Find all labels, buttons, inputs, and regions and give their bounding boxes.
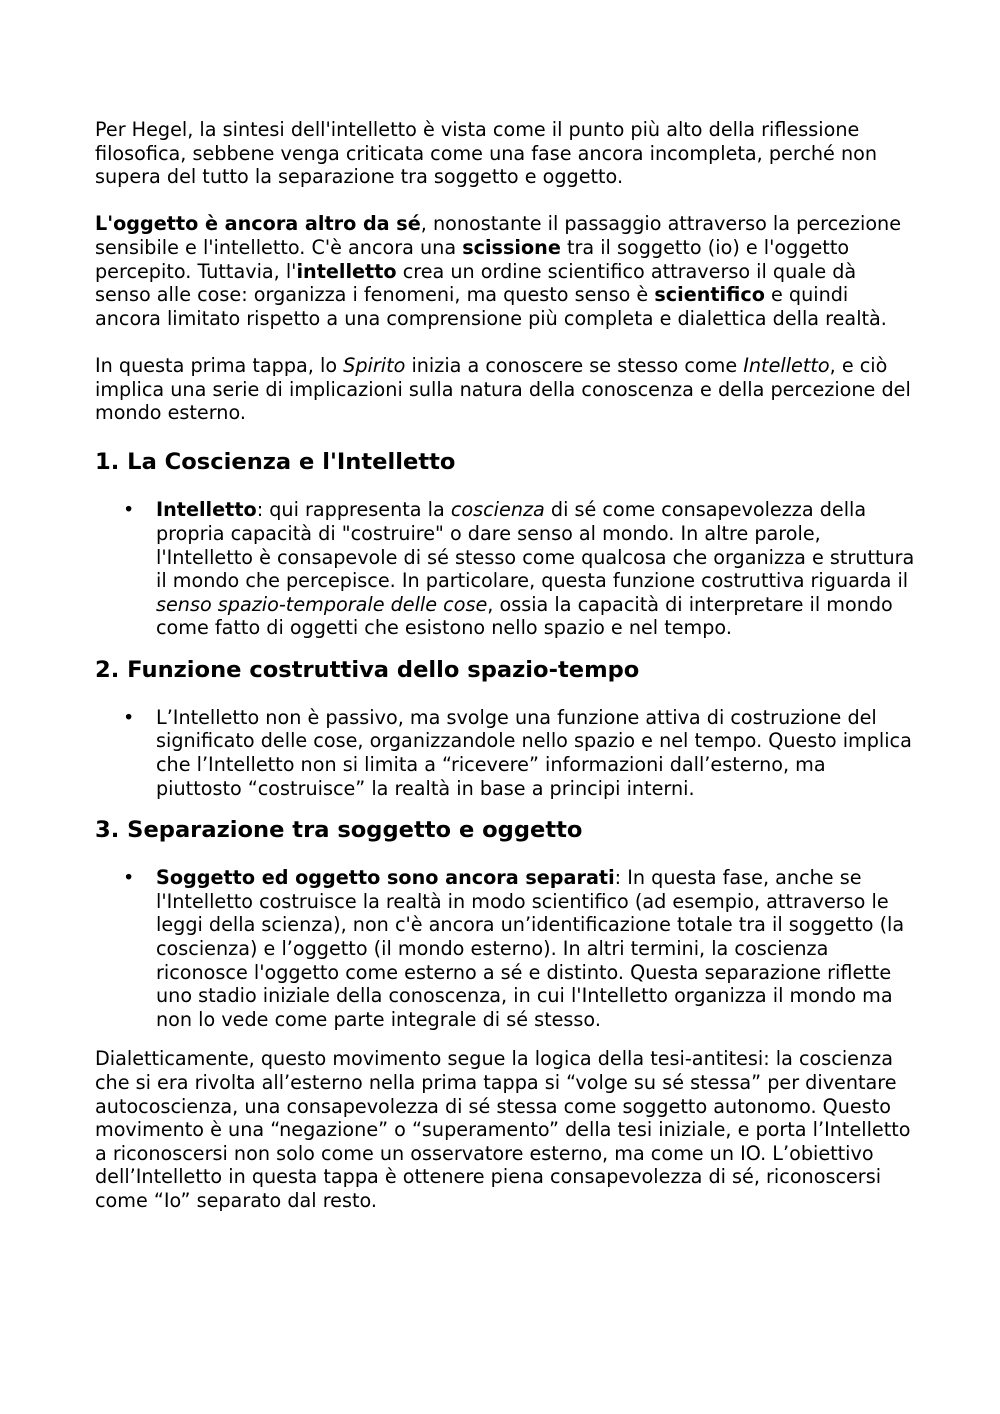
bullet-icon: • [123,498,135,522]
list-item: • Soggetto ed oggetto sono ancora separati: In questa fase, anche se l'Intelletto costruisce la realtà in modo scientifico (ad esempio, attraverso le leggi della scienza), non c'è ancora un’identificazione totale tra il soggetto (la coscienza) e l’oggetto (il mondo esterno). In altri termini, la coscienza riconosce l'oggetto come esterno a sé e distinto. Questa separazione riflette uno stadio iniziale della conoscenza, in cui l'Intelletto organizza il mondo ma non lo vede come parte integrale di sé stesso. [123,866,905,1031]
closing-paragraph: Dialetticamente, questo movimento segue la logica della tesi-antitesi: la coscienza che si era rivolta all’esterno nella prima tappa si “volge su sé stessa” per diventare autocoscienza, una consapevolezza di sé stessa come soggetto autonomo. Questo movimento è una “negazione” o “superamento” della tesi iniziale, e porta l’Intelletto a riconoscersi non solo come un osservatore esterno, ma come un IO. L’obiettivo dell’Intelletto in questa tappa è ottenere piena consapevolezza di sé, riconoscersi come “Io” separato dal resto. [95,1047,911,1212]
list-item: • Intelletto: qui rappresenta la coscienza di sé come consapevolezza della propria capacità di "costruire" o dare senso al mondo. In altre parole, l'Intelletto è consapevole di sé stesso come qualcosa che organizza e struttura il mondo che percepisce. In particolare, questa funzione costruttiva riguarda il senso spazio-temporale delle cose, ossia la capacità di interpretare il mondo come fatto di oggetti che esistono nello spazio e nel tempo. [123,498,915,640]
bullet-list-2 [95,706,915,800]
bullet-icon: • [123,705,135,729]
section-heading-1: 1. La Coscienza e l'Intelletto [95,449,456,476]
document-body [95,118,915,1236]
bullet-icon: • [123,866,135,890]
bullet-list-1 [95,498,915,640]
spirit-paragraph: In questa prima tappa, lo Spirito inizia a conoscere se stesso come Intelletto, e ciò implica una serie di implicazioni sulla natura della conoscenza e della percezione del mondo esterno. [95,353,911,425]
section-heading-3: 3. Separazione tra soggetto e oggetto [95,817,583,844]
bullet-list-3 [95,866,915,1031]
intro-paragraph: Per Hegel, la sintesi dell'intelletto è vista come il punto più alto della riflessione filosofica, sebbene venga criticata come una fase ancora incompleta, perché non supera del tutto la separazione tra soggetto e oggetto. [95,118,878,189]
object-paragraph: L'oggetto è ancora altro da sé, nonostante il passaggio attraverso la percezione sensibile e l'intelletto. C'è ancora una scissione tra il soggetto (io) e l'oggetto percepito. Tuttavia, l'intelletto crea un ordine scientifico attraverso il quale dà senso alle cose: organizza i fenomeni, ma questo senso è scientifico e quindi ancora limitato rispetto a una comprensione più completa e dialettica della realtà. [95,212,902,330]
list-item: • L’Intelletto non è passivo, ma svolge una funzione attiva di costruzione del significato delle cose, organizzandole nello spazio e nel tempo. Questo implica che l’Intelletto non si limita a “ricevere” informazioni dall’esterno, ma piuttosto “costruisce” la realtà in base a principi interni. [123,705,912,800]
section-heading-2: 2. Funzione costruttiva dello spazio-tempo [95,656,640,683]
